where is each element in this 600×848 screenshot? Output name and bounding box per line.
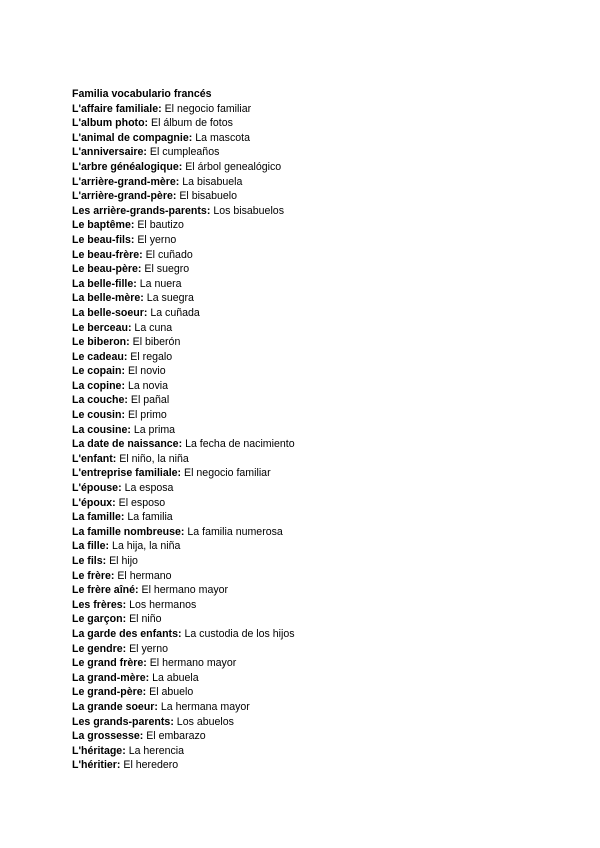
french-term: L'arbre généalogique: (72, 160, 183, 173)
french-term: La date de naissance: (72, 438, 183, 451)
french-term: La couche: (72, 394, 128, 407)
vocab-entry (72, 116, 295, 131)
document-title: Familia vocabulario francés (72, 88, 212, 100)
spanish-translation: Los bisabuelos (213, 204, 284, 217)
french-term: Le garçon: (72, 613, 127, 626)
spanish-translation: El regalo (130, 350, 173, 363)
french-term: Le beau-père: (72, 263, 142, 276)
spanish-translation: El cuñado (145, 248, 193, 261)
vocab-entry (72, 218, 295, 233)
vocab-entry (72, 437, 295, 452)
spanish-translation: La mascota (195, 131, 250, 144)
french-term: Les frères: (72, 598, 127, 611)
french-term: La belle-mère: (72, 292, 144, 305)
french-term: La copine: (72, 379, 125, 392)
spanish-translation: El esposo (118, 496, 166, 509)
vocab-entry (72, 612, 295, 627)
french-term: Le baptême: (72, 219, 135, 232)
french-term: L'épouse: (72, 482, 122, 495)
french-term: L'héritier: (72, 759, 121, 772)
french-term: L'époux: (72, 496, 116, 509)
french-term: La garde des enfants: (72, 627, 182, 640)
french-term: L'anniversaire: (72, 146, 147, 159)
vocab-entry (72, 160, 295, 175)
french-term: La famille: (72, 511, 125, 524)
french-term: L'héritage: (72, 744, 126, 757)
vocab-entry (72, 262, 295, 277)
vocab-entry (72, 656, 295, 671)
french-term: L'affaire familiale: (72, 102, 162, 115)
spanish-translation: La custodia de los hijos (184, 627, 295, 640)
spanish-translation: El negocio familiar (164, 102, 252, 115)
spanish-translation: El niño, la niña (119, 452, 189, 465)
vocab-entry (72, 452, 295, 467)
vocab-entry (72, 671, 295, 686)
vocab-entry (72, 306, 295, 321)
vocab-entry (72, 510, 295, 525)
vocab-entry (72, 145, 295, 160)
spanish-translation: El yerno (137, 233, 177, 246)
spanish-translation: El hermano mayor (141, 584, 229, 597)
spanish-translation: Los abuelos (176, 715, 234, 728)
french-term: Le frère aîné: (72, 584, 139, 597)
vocab-entry (72, 423, 295, 438)
spanish-translation: La nuera (139, 277, 182, 290)
vocab-entry (72, 729, 295, 744)
french-term: L'album photo: (72, 117, 149, 130)
spanish-translation: El biberón (132, 336, 181, 349)
spanish-translation: El hermano (117, 569, 172, 582)
french-term: Le beau-frère: (72, 248, 143, 261)
spanish-translation: La hija, la niña (112, 540, 181, 553)
vocab-entry (72, 277, 295, 292)
vocab-entry (72, 685, 295, 700)
french-term: La cousine: (72, 423, 131, 436)
spanish-translation: El yerno (129, 642, 168, 655)
vocab-entry (72, 744, 295, 759)
vocab-entry (72, 758, 295, 773)
vocab-entry (72, 248, 295, 263)
spanish-translation: La fecha de nacimiento (185, 438, 295, 451)
french-term: Le cadeau: (72, 350, 128, 363)
vocab-entry (72, 204, 295, 219)
vocab-entry (72, 379, 295, 394)
vocab-entry (72, 175, 295, 190)
spanish-translation: El suegro (144, 263, 190, 276)
spanish-translation: El abuelo (149, 686, 194, 699)
spanish-translation: El hijo (109, 555, 138, 567)
vocab-entry (72, 335, 295, 350)
french-term: Le beau-fils: (72, 233, 135, 246)
vocab-entry (72, 321, 295, 336)
spanish-translation: La herencia (128, 744, 185, 757)
vocab-entry (72, 393, 295, 408)
spanish-translation: El novio (127, 365, 166, 378)
spanish-translation: El bautizo (137, 219, 184, 232)
french-term: La grand-mère: (72, 671, 150, 684)
vocab-entry (72, 715, 295, 730)
french-term: Le biberon: (72, 336, 130, 349)
french-term: L'enfant: (72, 452, 117, 465)
spanish-translation: El bisabuelo (179, 190, 238, 203)
french-term: L'entreprise familiale: (72, 467, 182, 480)
french-term: La fille: (72, 540, 110, 553)
vocab-entry (72, 408, 295, 423)
french-term: Le cousin: (72, 409, 125, 422)
vocab-entry (72, 350, 295, 365)
vocab-entry (72, 642, 295, 657)
spanish-translation: El negocio familiar (184, 467, 271, 480)
spanish-translation: La suegra (146, 292, 194, 305)
spanish-translation: El embarazo (146, 730, 206, 743)
spanish-translation: La esposa (124, 482, 174, 495)
vocab-entry (72, 131, 295, 146)
french-term: Le grand frère: (72, 657, 147, 670)
vocab-entry (72, 583, 295, 598)
french-term: Le gendre: (72, 642, 127, 655)
vocab-entry (72, 627, 295, 642)
spanish-translation: La familia numerosa (187, 525, 283, 538)
spanish-translation: Los hermanos (129, 598, 197, 611)
vocab-entry (72, 481, 295, 496)
french-term: La famille nombreuse: (72, 525, 185, 538)
vocab-entry (72, 102, 295, 117)
spanish-translation: El árbol genealógico (185, 160, 282, 173)
french-term: Le fils: (72, 555, 107, 567)
spanish-translation: El primo (127, 409, 167, 422)
vocab-entry (72, 496, 295, 511)
spanish-translation: La hermana mayor (160, 700, 250, 713)
spanish-translation: La novia (127, 379, 168, 392)
spanish-translation: La cuna (134, 321, 173, 334)
spanish-translation: La cuñada (150, 306, 200, 319)
french-term: L'arrière-grand-père: (72, 190, 177, 203)
french-term: L'arrière-grand-mère: (72, 175, 180, 188)
spanish-translation: La abuela (152, 671, 199, 684)
spanish-translation: El pañal (130, 394, 170, 407)
french-term: La belle-fille: (72, 277, 137, 290)
vocab-entry (72, 700, 295, 715)
spanish-translation: El álbum de fotos (151, 117, 233, 130)
spanish-translation: La bisabuela (182, 175, 243, 188)
french-term: La belle-soeur: (72, 306, 148, 319)
french-term: Le copain: (72, 365, 125, 378)
vocab-entry (72, 539, 295, 554)
spanish-translation: El hermano mayor (149, 657, 237, 670)
vocab-entry (72, 598, 295, 613)
spanish-translation: El heredero (123, 759, 179, 772)
spanish-translation: La prima (133, 423, 176, 436)
vocab-entry (72, 189, 295, 204)
french-term: Les arrière-grands-parents: (72, 204, 211, 217)
french-term: Le grand-père: (72, 686, 147, 699)
vocabulary-list (72, 102, 295, 773)
spanish-translation: La familia (127, 511, 173, 524)
spanish-translation: El niño (129, 613, 162, 626)
french-term: La grande soeur: (72, 700, 158, 713)
french-term: Le frère: (72, 569, 115, 582)
french-term: Les grands-parents: (72, 715, 174, 728)
vocab-entry (72, 364, 295, 379)
vocab-entry (72, 233, 295, 248)
vocab-entry (72, 291, 295, 306)
vocab-entry (72, 569, 295, 584)
vocab-entry (72, 554, 295, 569)
spanish-translation: El cumpleaños (149, 146, 220, 159)
french-term: L'animal de compagnie: (72, 131, 193, 144)
french-term: Le berceau: (72, 321, 132, 334)
vocab-entry (72, 525, 295, 540)
vocab-entry (72, 466, 295, 481)
french-term: La grossesse: (72, 730, 144, 743)
